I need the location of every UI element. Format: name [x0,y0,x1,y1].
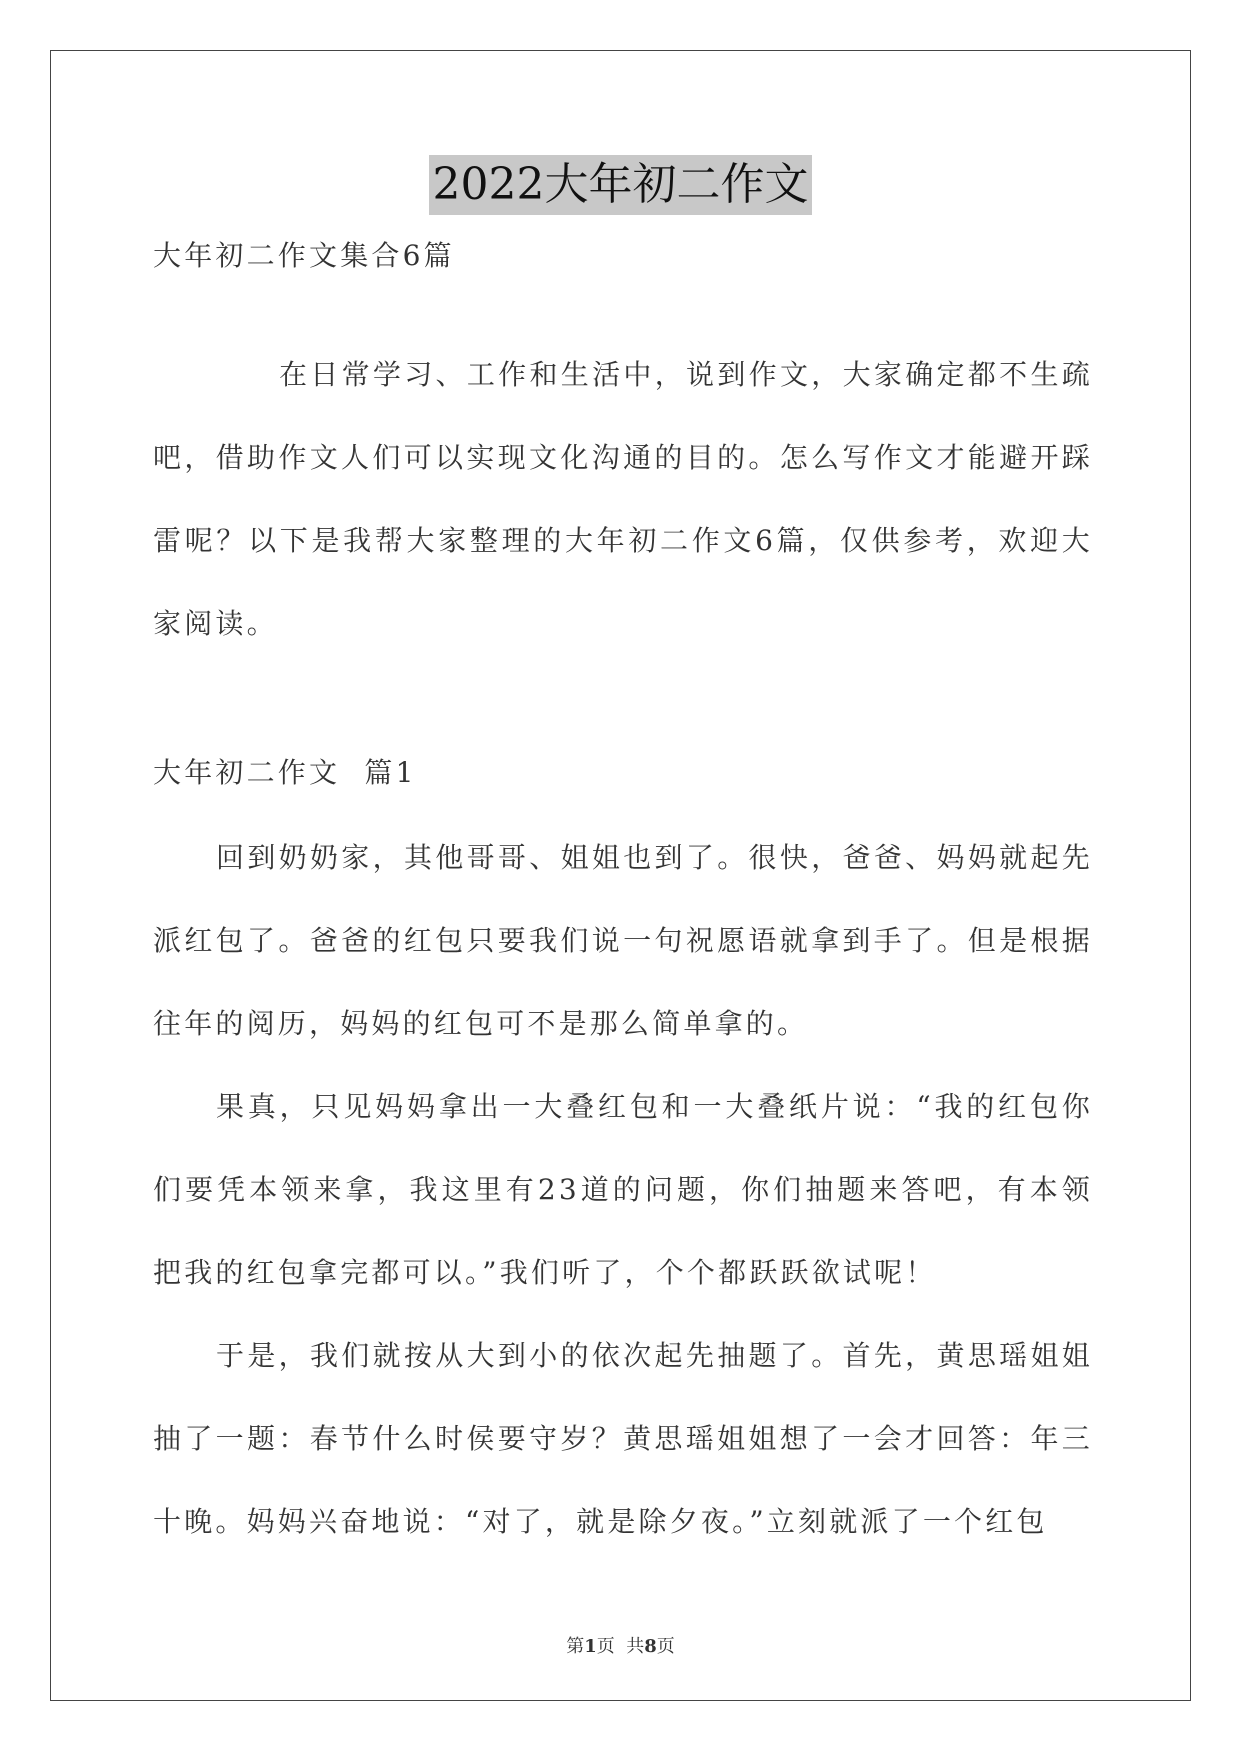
total-page-count: 8 [644,1636,657,1657]
section-heading[interactable]: 大年初二作文 篇1 [153,756,417,789]
collection-subtitle[interactable]: 大年初二作文集合6篇 [153,239,455,272]
title-container [0,155,1241,215]
page-mid: 页 共 [596,1636,645,1657]
essay-body [153,816,1093,1563]
intro-paragraph[interactable]: 在日常学习、工作和生活中，说到作文，大家确定都不生疏吧，借助作文人们可以实现文化沟通的目的。怎么写作文才能避开踩雷呢？以下是我帮大家整理的大年初二作文6篇，仅供参考，欢迎大家阅读。 [153,358,1093,640]
body-paragraph[interactable]: 回到奶奶家，其他哥哥、姐姐也到了。很快，爸爸、妈妈就起先派红包了。爸爸的红包只要我们说一句祝愿语就拿到手了。但是根据往年的阅历，妈妈的红包可不是那么简单拿的。 [153,841,1093,1040]
page-footer [0,1632,1241,1658]
document-title[interactable]: 2022大年初二作文 [429,155,813,215]
body-paragraph[interactable]: 果真，只见妈妈拿出一大叠红包和一大叠纸片说：“我的红包你们要凭本领来拿，我这里有23道的问题，你们抽题来答吧，有本领把我的红包拿完都可以。”我们听了，个个都跃跃欲试呢！ [153,1090,1093,1289]
page-prefix: 第 [566,1636,585,1657]
page-suffix: 页 [656,1636,675,1657]
intro-section [153,333,1093,665]
current-page-number: 1 [584,1636,597,1657]
body-paragraph[interactable]: 于是，我们就按从大到小的依次起先抽题了。首先，黄思瑶姐姐抽了一题：春节什么时侯要守岁？黄思瑶姐姐想了一会才回答：年三十晚。妈妈兴奋地说：“对了，就是除夕夜。”立刻就派了一个红包 [153,1339,1093,1538]
